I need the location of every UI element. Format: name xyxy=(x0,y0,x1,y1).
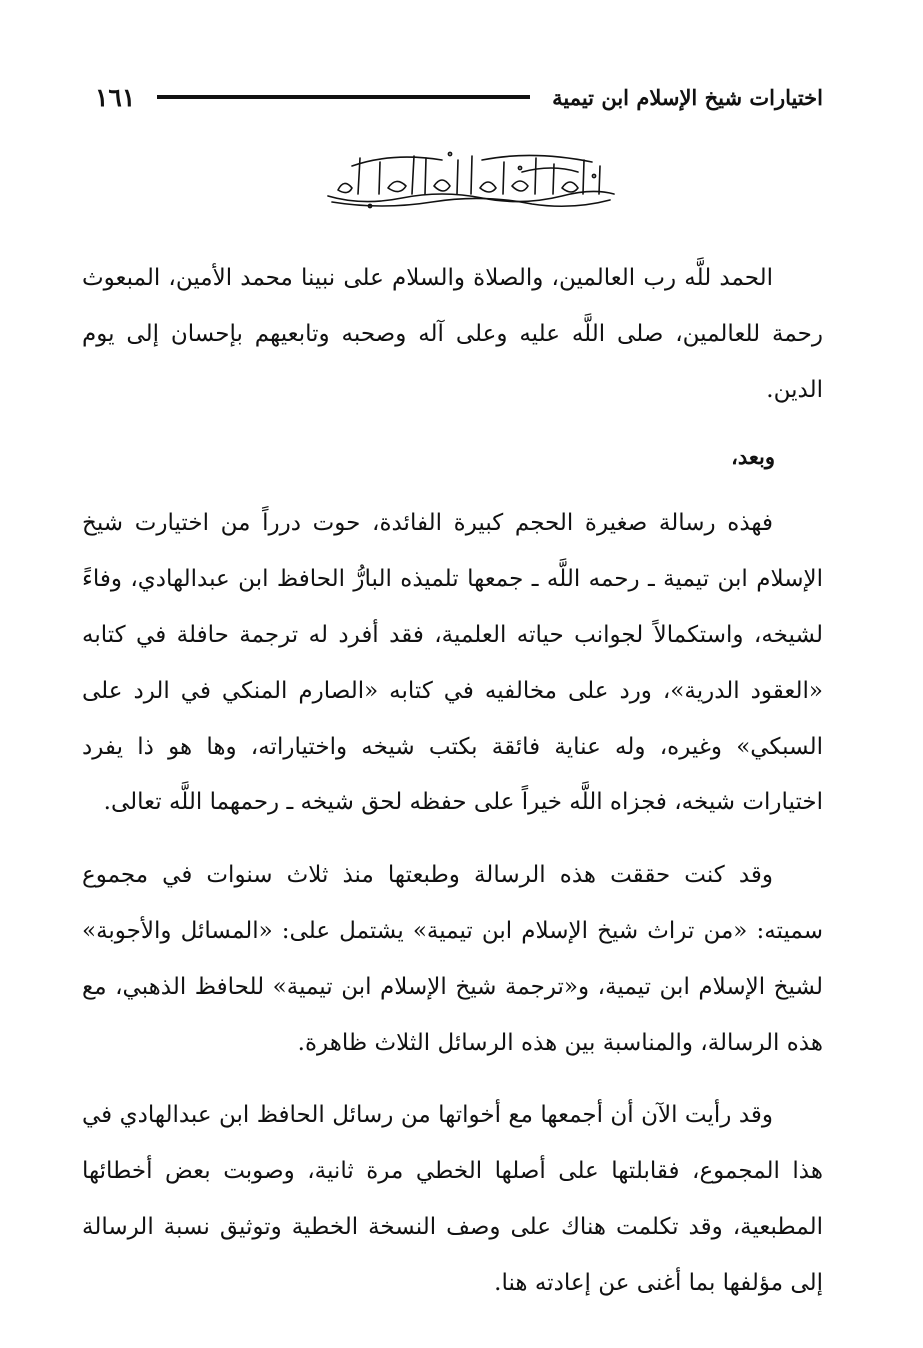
paragraph-current-edition: وقد رأيت الآن أن أجمعها مع أخواتها من رسائل الحافظ ابن عبدالهادي في هذا المجموع، فقابلتها على أصلها الخطي مرة ثانية، وصوبت بعض أخطائها المطبعية، وقد تكلمت هناك على وصف النسخة الخطية وتوثيق نسبة الرسالة إلى مؤلفها بما أغنى عن إعادته هنا. xyxy=(82,1102,823,1296)
body-text xyxy=(82,251,823,1312)
paragraph-about-treatise: فهذه رسالة صغيرة الحجم كبيرة الفائدة، حوت درراً من اختيارت شيخ الإسلام ابن تيمية ـ رحمه اللَّه ـ جمعها تلميذه البارُّ الحافظ ابن عبدالهادي، وفاءً لشيخه، واستكمالاً لجوانب حياته العلمية، فقد أفرد له ترجمة حافلة في كتابه «العقود الدرية»، ورد على مخالفيه في كتابه «الصارم المنكي في الرد على السبكي» وغيره، وله عناية فائقة بكتب شيخه واختياراته، وها هو ذا يفرد اختيارات شيخه، فجزاه اللَّه خيراً على حفظه لحق شيخه ـ رحمهما اللَّه تعالى. xyxy=(82,510,823,816)
header-rule xyxy=(157,95,530,99)
section-heading: وبعد، xyxy=(731,444,775,470)
page-number: ١٦١ xyxy=(95,82,136,112)
book-title: اختيارات شيخ الإسلام ابن تيمية xyxy=(552,84,823,110)
basmala-calligraphy-drawing xyxy=(322,146,620,212)
paragraph-previous-edition: وقد كنت حققت هذه الرسالة وطبعتها منذ ثلاث سنوات في مجموع سميته: «من تراث شيخ الإسلام ابن تيمية» يشتمل على: «المسائل والأجوبة» لشيخ الإسلام ابن تيمية، و«ترجمة شيخ الإسلام ابن تيمية» للحافظ الذهبي، مع هذه الرسالة، والمناسبة بين هذه الرسائل الثلاث ظاهرة. xyxy=(82,862,823,1056)
running-header xyxy=(95,80,823,114)
basmala-calligraphy xyxy=(322,146,620,212)
paragraph-opening-praise: الحمد للَّه رب العالمين، والصلاة والسلام على نبينا محمد الأمين، المبعوث رحمة للعالمين، صلى اللَّه عليه وعلى آله وصحبه وتابعيهم بإحسان إلى يوم الدين. xyxy=(82,265,823,403)
